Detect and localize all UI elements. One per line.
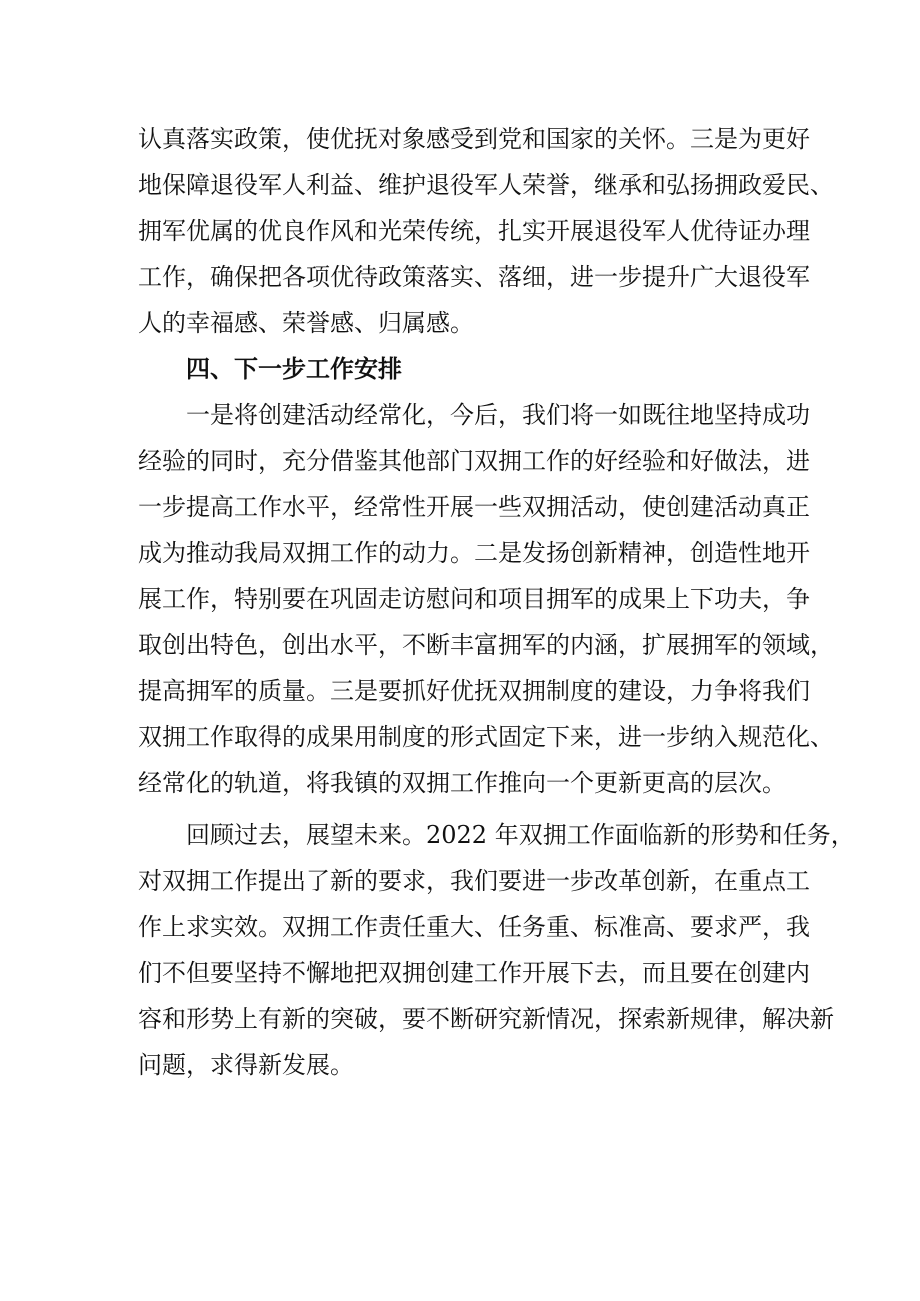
paragraph-line: 作上求实效。双拥工作责任重大、任务重、标准高、要求严，我 xyxy=(138,913,810,941)
paragraph-line: 经常化的轨道，将我镇的双拥工作推向一个更新更高的层次。 xyxy=(138,769,786,797)
text-line: 拥军优属的优良作风和光荣传统，扎实开展退役军人优待证办理 xyxy=(138,217,810,245)
paragraph-line: 们不但要坚持不懈地把双拥创建工作开展下去，而且要在创建内 xyxy=(138,959,810,987)
paragraph-line: 回顾过去，展望未来。2022 年双拥工作面临新的形势和任务， xyxy=(186,821,855,849)
paragraph-line: 成为推动我局双拥工作的动力。二是发扬创新精神，创造性地开 xyxy=(138,539,810,567)
text-line: 工作，确保把各项优待政策落实、落细，进一步提升广大退役军 xyxy=(138,263,810,291)
text-line: 地保障退役军人利益、维护退役军人荣誉，继承和弘扬拥政爱民、 xyxy=(138,171,834,199)
paragraph-line: 问题，求得新发展。 xyxy=(138,1051,354,1079)
text-line: 人的幸福感、荣誉感、归属感。 xyxy=(138,309,474,337)
paragraph-line: 提高拥军的质量。三是要抓好优抚双拥制度的建设，力争将我们 xyxy=(138,677,810,705)
paragraph-line: 一是将创建活动经常化，今后，我们将一如既往地坚持成功 xyxy=(186,401,810,429)
paragraph-line: 展工作，特别要在巩固走访慰问和项目拥军的成果上下功夫，争 xyxy=(138,585,810,613)
paragraph-line: 容和形势上有新的突破，要不断研究新情况，探索新规律，解决新 xyxy=(138,1005,834,1033)
paragraph-line: 一步提高工作水平，经常性开展一些双拥活动，使创建活动真正 xyxy=(138,493,810,521)
paragraph-line: 取创出特色，创出水平，不断丰富拥军的内涵，扩展拥军的领域， xyxy=(138,631,834,659)
paragraph-line: 双拥工作取得的成果用制度的形式固定下来，进一步纳入规范化、 xyxy=(138,723,834,751)
paragraph-line: 经验的同时，充分借鉴其他部门双拥工作的好经验和好做法，进 xyxy=(138,447,810,475)
text-line: 认真落实政策，使优抚对象感受到党和国家的关怀。三是为更好 xyxy=(138,125,810,153)
section-heading: 四、下一步工作安排 xyxy=(186,355,402,383)
paragraph-line: 对双拥工作提出了新的要求，我们要进一步改革创新，在重点工 xyxy=(138,867,810,895)
